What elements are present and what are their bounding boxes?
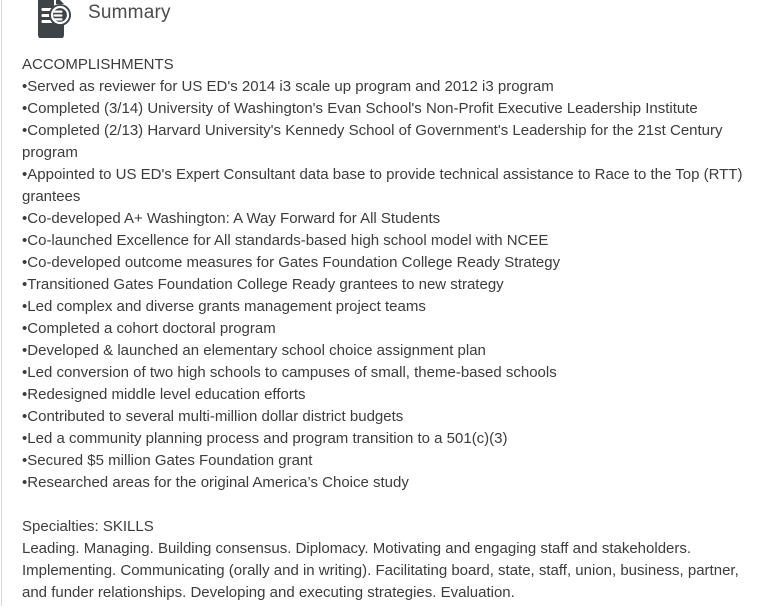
accomplishment-item: • Co-developed outcome measures for Gates Foundation College Ready Strategy [22,252,754,274]
accomplishment-item: • Researched areas for the original America’s Choice study [22,472,754,494]
accomplishment-item: • Co-developed A+ Washington: A Way Forward for All Students [22,208,754,230]
accomplishment-item: • Appointed to US ED's Expert Consultant data base to provide technical assistance to Race to the Top (RTT) grantees [22,164,754,208]
accomplishment-item: • Led complex and diverse grants management project teams [22,296,754,318]
accomplishment-item: • Completed (3/14) University of Washington's Evan School's Non-Profit Executive Leadership Institute [22,98,754,120]
accomplishment-item: • Completed a cohort doctoral program [22,318,754,340]
panel-left-border [1,0,2,606]
accomplishment-item: • Led conversion of two high schools to campuses of small, theme-based schools [22,362,754,384]
accomplishment-item: • Developed & launched an elementary school choice assignment plan [22,340,754,362]
accomplishment-item: • Transitioned Gates Foundation College Ready grantees to new strategy [22,274,754,296]
accomplishment-item: • Led a community planning process and program transition to a 501(c)(3) [22,428,754,450]
accomplishment-item: • Served as reviewer for US ED's 2014 i3 scale up program and 2012 i3 program [22,76,754,98]
accomplishment-item: • Redesigned middle level education efforts [22,384,754,406]
accomplishment-item: • Co-launched Excellence for All standards-based high school model with NCEE [22,230,754,252]
section-header [33,0,171,38]
accomplishment-item: • Secured $5 million Gates Foundation grant [22,450,754,472]
section-title: Summary [88,2,171,23]
summary-text-block [22,54,754,604]
summary-document-icon [33,0,71,38]
accomplishment-item: • Contributed to several multi-million dollar district budgets [22,406,754,428]
specialties-heading: Specialties: SKILLS [22,518,154,535]
specialties-text: Leading. Managing. Building consensus. Diplomacy. Motivating and engaging staff and stakeholders. Implementing. Communicating (orally and in writing). Facilitating board, state, staff, union, business, partner, and funder relationships. Developing and executing strategies. Evaluation. [22,540,739,601]
accomplishments-heading: ACCOMPLISHMENTS [22,56,174,73]
accomplishment-item: • Completed (2/13) Harvard University's Kennedy School of Government's Leadership for the 21st Century program [22,120,754,164]
